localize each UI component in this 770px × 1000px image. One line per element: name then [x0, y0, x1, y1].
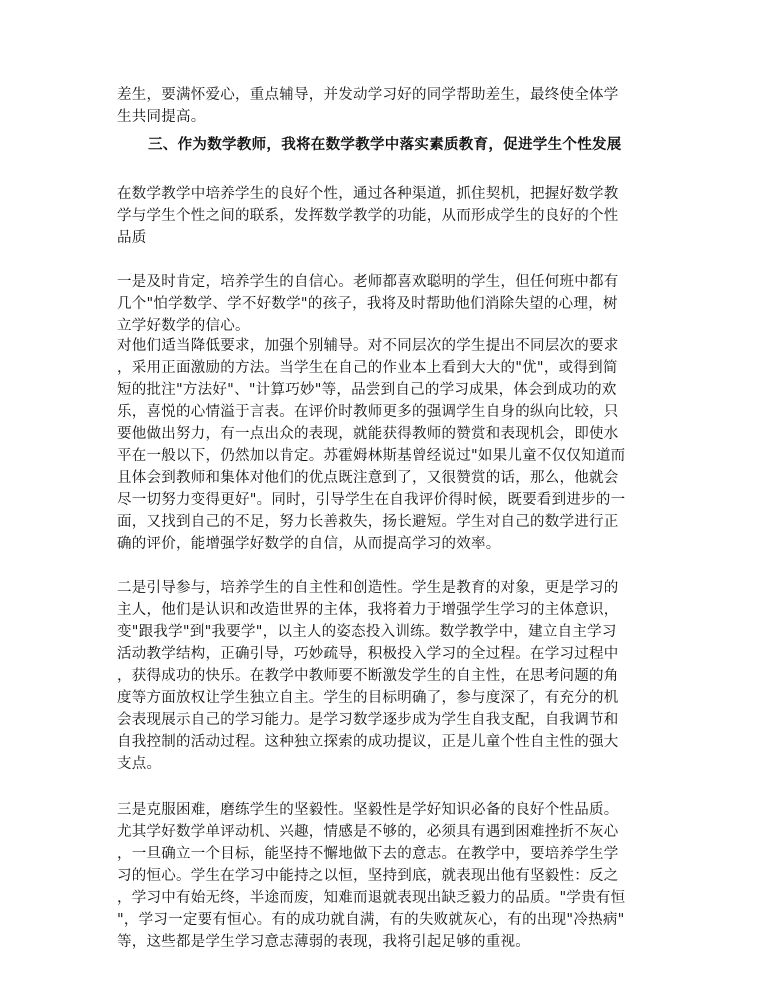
paragraph-line: 品质 [117, 230, 147, 246]
paragraph-line: 习的恒心。学生在学习中能持之以恒，坚持到底，就表现出他有坚毅性：反之 [117, 868, 619, 884]
paragraph-line: 会表现展示自己的学习能力。是学习数学逐步成为学生自我支配，自我调节和 [117, 712, 619, 728]
paragraph-line: 对他们适当降低要求，加强个别辅导。对不同层次的学生提出不同层次的要求 [117, 338, 619, 354]
paragraph-line: ，学习中有始无终，半途而废，知难而退就表现出缺乏毅力的品质。"学贵有恒 [117, 890, 626, 906]
paragraph-line: 变"跟我学"到"我要学"，以主人的姿态投入训练。数学教学中，建立自主学习 [117, 624, 617, 640]
paragraph-line: ，采用正面激励的方法。当学生在自己的作业本上看到大大的"优"，或得到简 [117, 360, 618, 376]
paragraph-line: 几个"怕学数学、学不好数学"的孩子，我将及时帮助他们消除失望的心理，树 [117, 296, 618, 312]
paragraph-line: 自我控制的活动过程。这种独立探索的成功提议，正是儿童个性自主性的强大 [117, 734, 619, 750]
paragraph-line: 等，这些都是学生学习意志薄弱的表现，我将引起足够的重视。 [117, 934, 530, 950]
paragraph-line: 要他做出努力，有一点出众的表现，就能获得教师的赞赏和表现机会，即使水 [117, 426, 619, 442]
paragraph-line: 一是及时肯定，培养学生的自信心。老师都喜欢聪明的学生，但任何班中都有 [117, 274, 619, 290]
paragraph-line: 且体会到教师和集体对他们的优点既注意到了，又很赞赏的话，那么，他就会 [117, 470, 619, 486]
paragraph-line: 短的批注"方法好"、"计算巧妙"等，品尝到自己的学习成果，体会到成功的欢 [117, 382, 617, 398]
intro-line-2: 生共同提高。 [117, 109, 206, 125]
paragraph-line: 确的评价，能增强学好数学的自信，从而提高学习的效率。 [117, 536, 501, 552]
paragraph-line: 尽一切努力变得更好"。同时，引导学生在自我评价得时候，既要看到进步的一 [117, 492, 626, 508]
paragraph-line: 在数学教学中培养学生的良好个性，通过各种渠道，抓住契机，把握好数学教 [117, 186, 619, 202]
paragraph-line: 学与学生个性之间的联系，发挥数学教学的功能，从而形成学生的良好的个性 [117, 208, 619, 224]
paragraph-line: ，一旦确立一个目标，能坚持不懈地做下去的意志。在教学中，要培养学生学 [117, 846, 619, 862]
paragraph-line: 三是克服困难，磨练学生的坚毅性。坚毅性是学好知识必备的良好个性品质。 [117, 802, 619, 818]
paragraph-line: 二是引导参与，培养学生的自主性和创造性。学生是教育的对象，更是学习的 [117, 580, 619, 596]
paragraph-line: 平在一般以下，仍然加以肯定。苏霍姆林斯基曾经说过"如果儿童不仅仅知道而 [117, 448, 626, 464]
section-heading: 三、作为数学教师，我将在数学教学中落实素质教育，促进学生个性发展 [148, 136, 622, 153]
paragraph-line: 活动教学结构，正确引导，巧妙疏导，积极投入学习的全过程。在学习过程中 [117, 646, 619, 662]
intro-line-1: 差生，要满怀爱心，重点辅导，并发动学习好的同学帮助差生，最终使全体学 [117, 87, 619, 103]
paragraph-line: 支点。 [117, 756, 162, 772]
paragraph-line: 主人，他们是认识和改造世界的主体，我将着力于增强学生学习的主体意识， [117, 602, 619, 618]
paragraph-line: "，学习一定要有恒心。有的成功就自满，有的失败就灰心，有的出现"冷热病" [117, 912, 625, 928]
paragraph-line: 度等方面放权让学生独立自主。学生的目标明确了，参与度深了，有充分的机 [117, 690, 619, 706]
paragraph-line: ，获得成功的快乐。在教学中教师要不断激发学生的自主性，在思考问题的角 [117, 668, 619, 684]
paragraph-line: 乐，喜悦的心情溢于言表。在评价时教师更多的强调学生自身的纵向比较，只 [117, 404, 619, 420]
paragraph-line: 面，又找到自己的不足，努力长善救失，扬长避短。学生对自己的数学进行正 [117, 514, 619, 530]
paragraph-line: 尤其学好数学单评动机、兴趣，情感是不够的，必须具有遇到困难挫折不灰心 [117, 824, 619, 840]
paragraph-line: 立学好数学的信心。 [117, 318, 250, 334]
